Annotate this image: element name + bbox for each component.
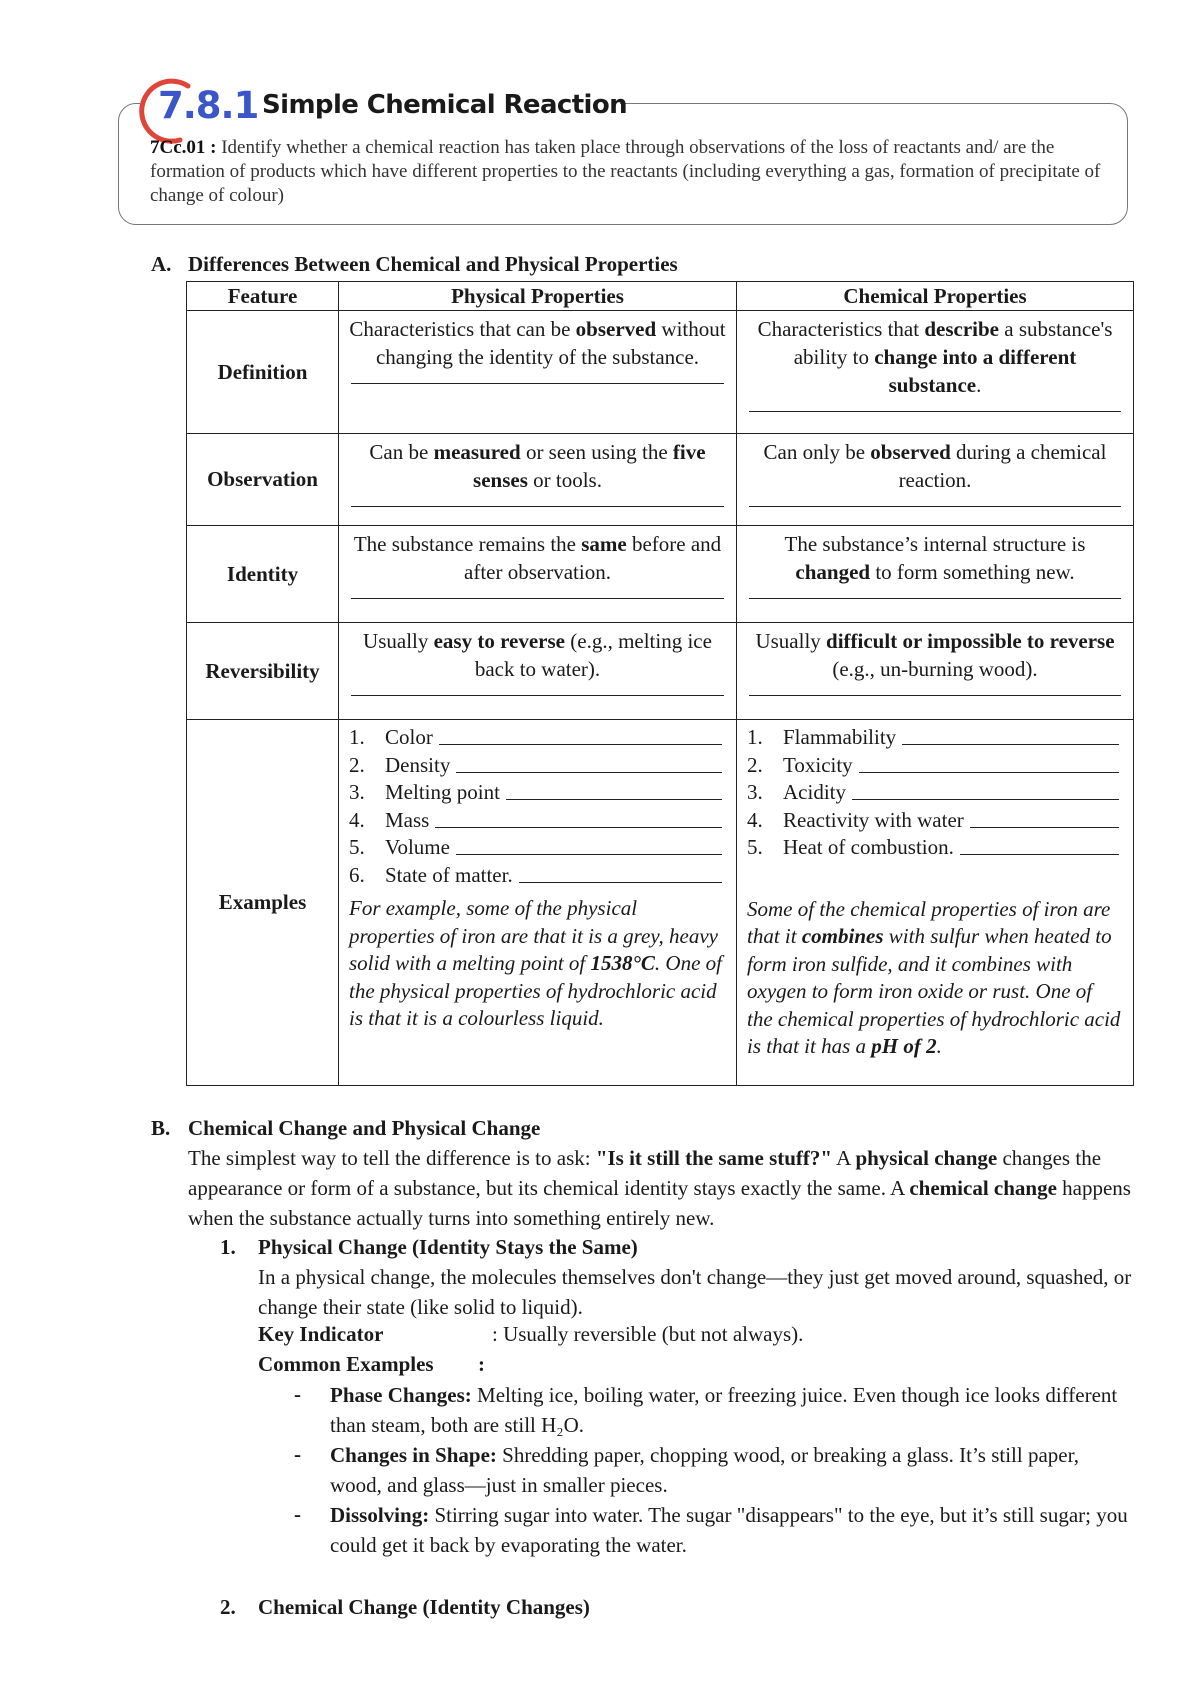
learning-objective bbox=[150, 136, 1110, 208]
feature-observation: Observation bbox=[187, 434, 339, 526]
table-row-observation bbox=[187, 434, 1134, 526]
bullet-phase-changes bbox=[330, 1380, 1130, 1440]
list-item bbox=[747, 834, 1133, 862]
bullet-label: Dissolving: bbox=[330, 1503, 430, 1527]
emphasis: physical change bbox=[855, 1146, 998, 1170]
bullet-dash: - bbox=[294, 1382, 301, 1406]
list-number: 1. bbox=[349, 725, 365, 749]
bullet-dissolving bbox=[330, 1500, 1130, 1560]
text: The simplest way to tell the difference is to ask: bbox=[188, 1146, 596, 1170]
text: with sulfur when heated to form iron sulfide, and it combines with oxygen to form iron oxide or rust. One of the chemical properties of hydrochloric acid is that it has a bbox=[747, 924, 1121, 1058]
text: Usually bbox=[755, 629, 827, 653]
definition-physical-cell bbox=[339, 311, 737, 434]
feature-reversibility-label: Reversibility bbox=[205, 659, 320, 683]
list-item bbox=[747, 807, 1133, 835]
answer-line bbox=[351, 598, 724, 599]
feature-examples: Examples bbox=[187, 720, 339, 1086]
emphasis: "Is it still the same stuff?" bbox=[595, 1146, 833, 1170]
list-label: State of matter. bbox=[385, 862, 513, 887]
text: . bbox=[976, 373, 982, 397]
table-row-definition bbox=[187, 311, 1134, 434]
table-row-reversibility bbox=[187, 623, 1134, 720]
list-label: Color bbox=[385, 725, 433, 749]
list-label: Toxicity bbox=[783, 752, 853, 777]
list-item bbox=[747, 779, 1133, 807]
column-header-chemical: Chemical Properties bbox=[737, 282, 1134, 311]
list-label: Heat of combustion. bbox=[783, 835, 954, 859]
bullet-text: Shredding paper, chopping wood, or breaking a glass. It’s still paper, wood, and glass—just in smaller pieces. bbox=[330, 1443, 1080, 1497]
emphasis: changed bbox=[795, 560, 871, 584]
list-item bbox=[747, 724, 1133, 752]
list-number: 4. bbox=[747, 807, 763, 832]
bullet-label: Phase Changes: bbox=[330, 1383, 472, 1407]
text: without changing the identity of the substance. bbox=[375, 317, 726, 369]
emphasis: chemical change bbox=[909, 1176, 1057, 1200]
text: during a chemical reaction. bbox=[898, 440, 1107, 492]
section-title: Simple Chemical Reaction bbox=[262, 90, 628, 120]
list-item bbox=[349, 807, 736, 835]
section-b-intro bbox=[188, 1143, 1148, 1233]
emphasis: change into a different substance bbox=[874, 345, 1077, 397]
emphasis: observed bbox=[575, 317, 657, 341]
observation-physical-cell bbox=[339, 434, 737, 526]
answer-line bbox=[351, 383, 724, 384]
emphasis: difficult or impossible to reverse bbox=[826, 629, 1115, 653]
list-label: Reactivity with water bbox=[783, 807, 964, 832]
section-b-title: Chemical Change and Physical Change bbox=[188, 1116, 541, 1140]
common-examples-colon-text: : bbox=[478, 1352, 485, 1376]
list-item bbox=[747, 752, 1133, 780]
text: . One of the physical properties of hydrochloric acid is that it is a colourless liquid. bbox=[349, 951, 722, 1030]
text: (e.g., un-burning wood). bbox=[832, 657, 1038, 681]
text: to form something new. bbox=[870, 560, 1075, 584]
text: changes the appearance or form of a substance, but its chemical identity stays exactly the same. A bbox=[188, 1146, 1102, 1200]
list-label: Melting point bbox=[385, 780, 500, 804]
chemical-change-number: 2. bbox=[220, 1595, 236, 1619]
key-indicator-label-text: Key Indicator bbox=[258, 1322, 384, 1346]
text: Characteristics that bbox=[757, 317, 925, 341]
definition-chemical-cell bbox=[737, 311, 1134, 434]
answer-line bbox=[749, 598, 1121, 599]
emphasis: describe bbox=[924, 317, 999, 341]
text: happens when the substance actually turns into something entirely new. bbox=[188, 1176, 1131, 1230]
key-indicator-label bbox=[258, 1322, 383, 1347]
emphasis: observed bbox=[870, 440, 951, 464]
answer-line bbox=[351, 506, 724, 507]
identity-chemical-cell bbox=[737, 526, 1134, 623]
section-a-title: Differences Between Chemical and Physical Properties bbox=[188, 252, 678, 276]
list-item bbox=[349, 834, 736, 862]
text: Can only be bbox=[763, 440, 871, 464]
text: Characteristics that can be bbox=[349, 317, 576, 341]
section-b-letter: B. bbox=[151, 1116, 171, 1140]
list-number: 3. bbox=[747, 780, 763, 804]
emphasis: combines bbox=[801, 924, 884, 948]
reversibility-physical-cell bbox=[339, 623, 737, 720]
list-number: 5. bbox=[349, 835, 365, 859]
bullet-text: Stirring sugar into water. The sugar "disappears" to the eye, but it’s still sugar; you could get it back by evaporating the water. bbox=[330, 1503, 1128, 1557]
answer-blank[interactable] bbox=[519, 862, 722, 883]
list-number: 2. bbox=[747, 752, 763, 777]
column-header-feature: Feature bbox=[187, 282, 339, 311]
section-a-letter: A. bbox=[151, 252, 172, 276]
objective-code: 7Cc.01 : bbox=[150, 137, 217, 158]
answer-blank[interactable] bbox=[506, 779, 722, 800]
list-number: 2. bbox=[349, 752, 365, 777]
column-header-physical: Physical Properties bbox=[339, 282, 737, 311]
list-number: 4. bbox=[349, 807, 365, 832]
answer-blank[interactable] bbox=[852, 779, 1119, 800]
table-row-examples bbox=[187, 720, 1134, 1086]
bullet-dash: - bbox=[294, 1442, 301, 1466]
emphasis: pH of 2 bbox=[871, 1034, 937, 1058]
list-item bbox=[349, 752, 736, 780]
text: or tools. bbox=[527, 468, 602, 492]
list-label: Volume bbox=[385, 835, 450, 859]
list-number: 1. bbox=[747, 725, 763, 749]
emphasis: easy to reverse bbox=[433, 629, 565, 653]
text: A bbox=[832, 1146, 856, 1170]
reversibility-chemical-cell bbox=[737, 623, 1134, 720]
answer-line bbox=[749, 411, 1121, 412]
emphasis: five senses bbox=[473, 440, 706, 492]
list-label: Density bbox=[385, 752, 451, 777]
table-header-row bbox=[187, 282, 1134, 311]
objective-text: Identify whether a chemical reaction has taken place through observations of the loss of reactants and/ are the formation of products which have different properties to the reactants (including everything a gas, formation of precipitate of change of colour) bbox=[150, 137, 1101, 206]
physical-change-description: In a physical change, the molecules themselves don't change—they just get moved around, squashed, or change their state (like solid to liquid). bbox=[258, 1265, 1132, 1319]
bullet-label: Changes in Shape: bbox=[330, 1443, 497, 1467]
text: . bbox=[936, 1034, 942, 1058]
answer-line bbox=[749, 695, 1121, 696]
text: or seen using the bbox=[520, 440, 673, 464]
bullet-text: Melting ice, boiling water, or freezing juice. Even though ice looks different than steam, both are still H₂O. bbox=[330, 1383, 1118, 1437]
list-number: 3. bbox=[349, 780, 365, 804]
list-number: 6. bbox=[349, 862, 365, 887]
common-examples-label bbox=[258, 1352, 434, 1377]
physical-change-title: Physical Change (Identity Stays the Same) bbox=[258, 1235, 638, 1259]
answer-blank[interactable] bbox=[435, 807, 722, 828]
physical-change-number: 1. bbox=[220, 1235, 236, 1259]
answer-line bbox=[351, 695, 724, 696]
answer-blank[interactable] bbox=[859, 752, 1119, 773]
list-label: Acidity bbox=[783, 780, 846, 804]
text: The substance’s internal structure is bbox=[784, 532, 1086, 556]
list-number: 5. bbox=[747, 835, 763, 859]
chemical-change-title: Chemical Change (Identity Changes) bbox=[258, 1595, 590, 1619]
text: The substance remains the bbox=[353, 532, 582, 556]
answer-blank[interactable] bbox=[456, 834, 722, 855]
answer-blank[interactable] bbox=[439, 724, 722, 745]
answer-line bbox=[749, 506, 1121, 507]
section-number: 7.8.1 bbox=[158, 84, 259, 127]
list-label: Mass bbox=[385, 807, 430, 832]
feature-reversibility bbox=[187, 623, 339, 720]
list-item bbox=[349, 862, 736, 890]
bullet-dash: - bbox=[294, 1502, 301, 1526]
list-label: Flammability bbox=[783, 725, 897, 749]
text: Usually bbox=[363, 629, 434, 653]
text: (e.g., melting ice back to water). bbox=[474, 629, 712, 681]
list-item bbox=[349, 779, 736, 807]
list-item bbox=[349, 724, 736, 752]
bullet-changes-in-shape bbox=[330, 1440, 1130, 1500]
common-examples-colon bbox=[478, 1352, 485, 1377]
properties-table bbox=[186, 281, 1134, 1086]
text: a substance's ability to bbox=[793, 317, 1113, 369]
observation-chemical-cell bbox=[737, 434, 1134, 526]
text: For example, some of the physical properties of iron are that it is a grey, heavy solid with a melting point of bbox=[349, 896, 719, 975]
answer-blank[interactable] bbox=[970, 807, 1119, 828]
identity-physical-cell bbox=[339, 526, 737, 623]
physical-example-paragraph bbox=[339, 889, 736, 1033]
emphasis: same bbox=[581, 532, 627, 556]
table-row-identity bbox=[187, 526, 1134, 623]
answer-blank[interactable] bbox=[456, 752, 722, 773]
text: Can be bbox=[369, 440, 434, 464]
text: Some of the chemical properties of iron are that it bbox=[747, 896, 1111, 948]
physical-examples-list bbox=[339, 724, 736, 889]
feature-identity: Identity bbox=[187, 526, 339, 623]
common-examples-label-text: Common Examples bbox=[258, 1352, 434, 1376]
answer-blank[interactable] bbox=[960, 834, 1119, 855]
chemical-examples-list bbox=[737, 724, 1133, 862]
feature-definition: Definition bbox=[187, 311, 339, 434]
key-indicator-value: : Usually reversible (but not always). bbox=[492, 1322, 804, 1346]
emphasis: measured bbox=[433, 440, 521, 464]
examples-physical-cell bbox=[339, 720, 737, 1086]
answer-blank[interactable] bbox=[902, 724, 1119, 745]
examples-chemical-cell bbox=[737, 720, 1134, 1086]
emphasis: 1538°C bbox=[590, 951, 655, 975]
text: before and after observation. bbox=[464, 532, 722, 584]
chemical-example-paragraph bbox=[737, 862, 1133, 1061]
